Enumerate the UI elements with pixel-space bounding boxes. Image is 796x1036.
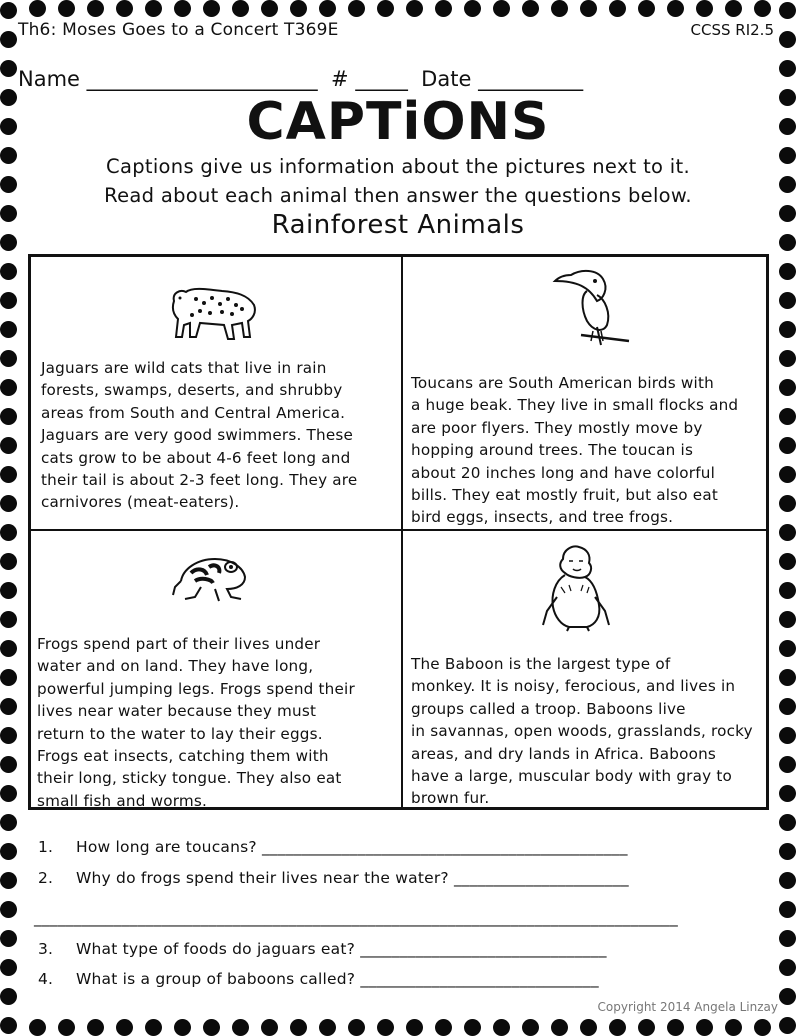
question-text: _________________________________________________________________________________ xyxy=(34,909,678,927)
border-dot xyxy=(0,814,17,831)
border-dot xyxy=(0,147,17,164)
border-dot xyxy=(0,524,17,541)
border-dot xyxy=(779,60,796,77)
border-dot xyxy=(779,669,796,686)
border-dot xyxy=(779,321,796,338)
border-dot xyxy=(0,727,17,744)
border-dot xyxy=(0,669,17,686)
date-label: Date xyxy=(421,67,472,91)
border-dot xyxy=(0,292,17,309)
border-dot xyxy=(0,466,17,483)
border-dot xyxy=(0,611,17,628)
border-dot xyxy=(0,901,17,918)
border-dot xyxy=(779,988,796,1005)
intro-line-1: Captions give us information about the pictures next to it. xyxy=(106,155,690,178)
frog-caption: Frogs spend part of their lives under water and on land. They have long, powerful jumping legs. Frogs spend their lives near water because they must return to the water to lay their eggs. Frogs eat insects, catching them with their long, sticky tongue. They also eat small fish and worms. xyxy=(37,635,355,810)
border-dot xyxy=(0,321,17,338)
border-dot xyxy=(779,408,796,425)
question-text: Why do frogs spend their lives near the water? ______________________ xyxy=(76,869,629,887)
border-dot xyxy=(779,437,796,454)
border-dot xyxy=(779,814,796,831)
border-dot xyxy=(0,843,17,860)
question-text: How long are toucans? ______________________________________________ xyxy=(76,838,628,856)
question-row xyxy=(38,940,607,958)
worksheet xyxy=(18,12,778,1024)
border-dot xyxy=(779,147,796,164)
border-dot xyxy=(779,495,796,512)
border-dot xyxy=(0,698,17,715)
border-dot xyxy=(0,408,17,425)
border-dot xyxy=(0,234,17,251)
name-line xyxy=(18,67,583,91)
date-blank: __________ xyxy=(478,67,584,91)
border-dot xyxy=(0,640,17,657)
question-text: What type of foods do jaguars eat? _______________________________ xyxy=(76,940,607,958)
border-dot xyxy=(779,466,796,483)
question-number: 4. xyxy=(38,970,54,988)
border-dot xyxy=(779,118,796,135)
toucan-caption: Toucans are South American birds with a huge beak. They live in small flocks and are poor flyers. They mostly move by hopping around trees. The toucan is about 20 inches long and have colorful bills. They eat mostly fruit, but also eat bird eggs, insects, and tree frogs. xyxy=(411,374,739,527)
border-dot xyxy=(779,843,796,860)
border-dot xyxy=(0,176,17,193)
border-dot xyxy=(0,2,17,19)
number-blank: _____ xyxy=(355,67,408,91)
question-text: What is a group of baboons called? ______________________________ xyxy=(76,970,599,988)
page-title: CAPTiONS xyxy=(246,92,550,152)
border-dot xyxy=(779,205,796,222)
name-label: Name xyxy=(18,67,80,91)
question-row xyxy=(38,869,629,887)
border-dot xyxy=(779,176,796,193)
border-dot xyxy=(779,785,796,802)
standard-code: CCSS RI2.5 xyxy=(690,21,774,39)
border-dot xyxy=(0,205,17,222)
border-dot xyxy=(779,872,796,889)
question-number: 3. xyxy=(38,940,54,958)
border-dot xyxy=(779,263,796,280)
border-dot xyxy=(779,930,796,947)
border-dot xyxy=(779,1017,796,1034)
border-dot xyxy=(0,31,17,48)
border-dot xyxy=(0,988,17,1005)
border-dot xyxy=(779,582,796,599)
border-dot xyxy=(779,350,796,367)
border-dot xyxy=(779,31,796,48)
frog-picture xyxy=(171,551,251,605)
border-dot xyxy=(779,611,796,628)
toucan-picture xyxy=(541,265,633,353)
border-dot xyxy=(779,89,796,106)
copyright: Copyright 2014 Angela Linzay xyxy=(597,1000,778,1014)
grid-divider-vertical xyxy=(401,257,403,807)
border-dot xyxy=(0,379,17,396)
border-dot xyxy=(779,292,796,309)
border-dot xyxy=(0,756,17,773)
jaguar-picture xyxy=(166,279,260,343)
border-dot xyxy=(779,379,796,396)
border-dot xyxy=(779,553,796,570)
animal-grid xyxy=(28,254,769,810)
grid-divider-horizontal xyxy=(31,529,766,531)
intro-line-2: Read about each animal then answer the questions below. xyxy=(104,184,692,207)
border-dot xyxy=(779,524,796,541)
border-dot xyxy=(779,756,796,773)
jaguar-caption: Jaguars are wild cats that live in rain forests, swamps, deserts, and shrubby areas from South and Central America. Jaguars are very good swimmers. These cats grow to be about 4-6 feet long and their tail is about 2-3 feet long. They are carnivores (meat-eaters). xyxy=(41,359,358,512)
question-row xyxy=(38,970,599,988)
border-dot xyxy=(779,727,796,744)
border-dot xyxy=(779,640,796,657)
question-number: 2. xyxy=(38,869,54,887)
question-number: 1. xyxy=(38,838,54,856)
border-dot xyxy=(0,553,17,570)
question-row xyxy=(38,838,628,856)
border-dot xyxy=(0,872,17,889)
border-dot xyxy=(0,1017,17,1034)
border-dot xyxy=(0,582,17,599)
header-title: Th6: Moses Goes to a Concert T369E xyxy=(18,20,339,40)
baboon-caption: The Baboon is the largest type of monkey. It is noisy, ferocious, and lives in groups called a troop. Baboons live in savannas, open woods, grasslands, rocky areas, and dry lands in Africa. Baboons have a large, muscular body with gray to brown fur. xyxy=(411,655,753,808)
border-dot xyxy=(779,901,796,918)
name-blank: ______________________ xyxy=(86,67,318,91)
border-dot xyxy=(0,89,17,106)
border-dot xyxy=(779,959,796,976)
border-dot xyxy=(0,60,17,77)
number-label: # xyxy=(331,67,349,91)
border-dot xyxy=(0,495,17,512)
section-title: Rainforest Animals xyxy=(271,210,525,240)
border-dot xyxy=(0,350,17,367)
border-dot xyxy=(0,263,17,280)
border-dot xyxy=(779,698,796,715)
border-dot xyxy=(779,234,796,251)
question-row xyxy=(34,909,678,927)
border-dot xyxy=(0,437,17,454)
border-dot xyxy=(779,2,796,19)
baboon-picture xyxy=(539,541,613,633)
border-dot xyxy=(0,930,17,947)
border-dot xyxy=(0,785,17,802)
intro-text xyxy=(26,152,770,210)
border-dot xyxy=(0,959,17,976)
border-dot xyxy=(0,118,17,135)
